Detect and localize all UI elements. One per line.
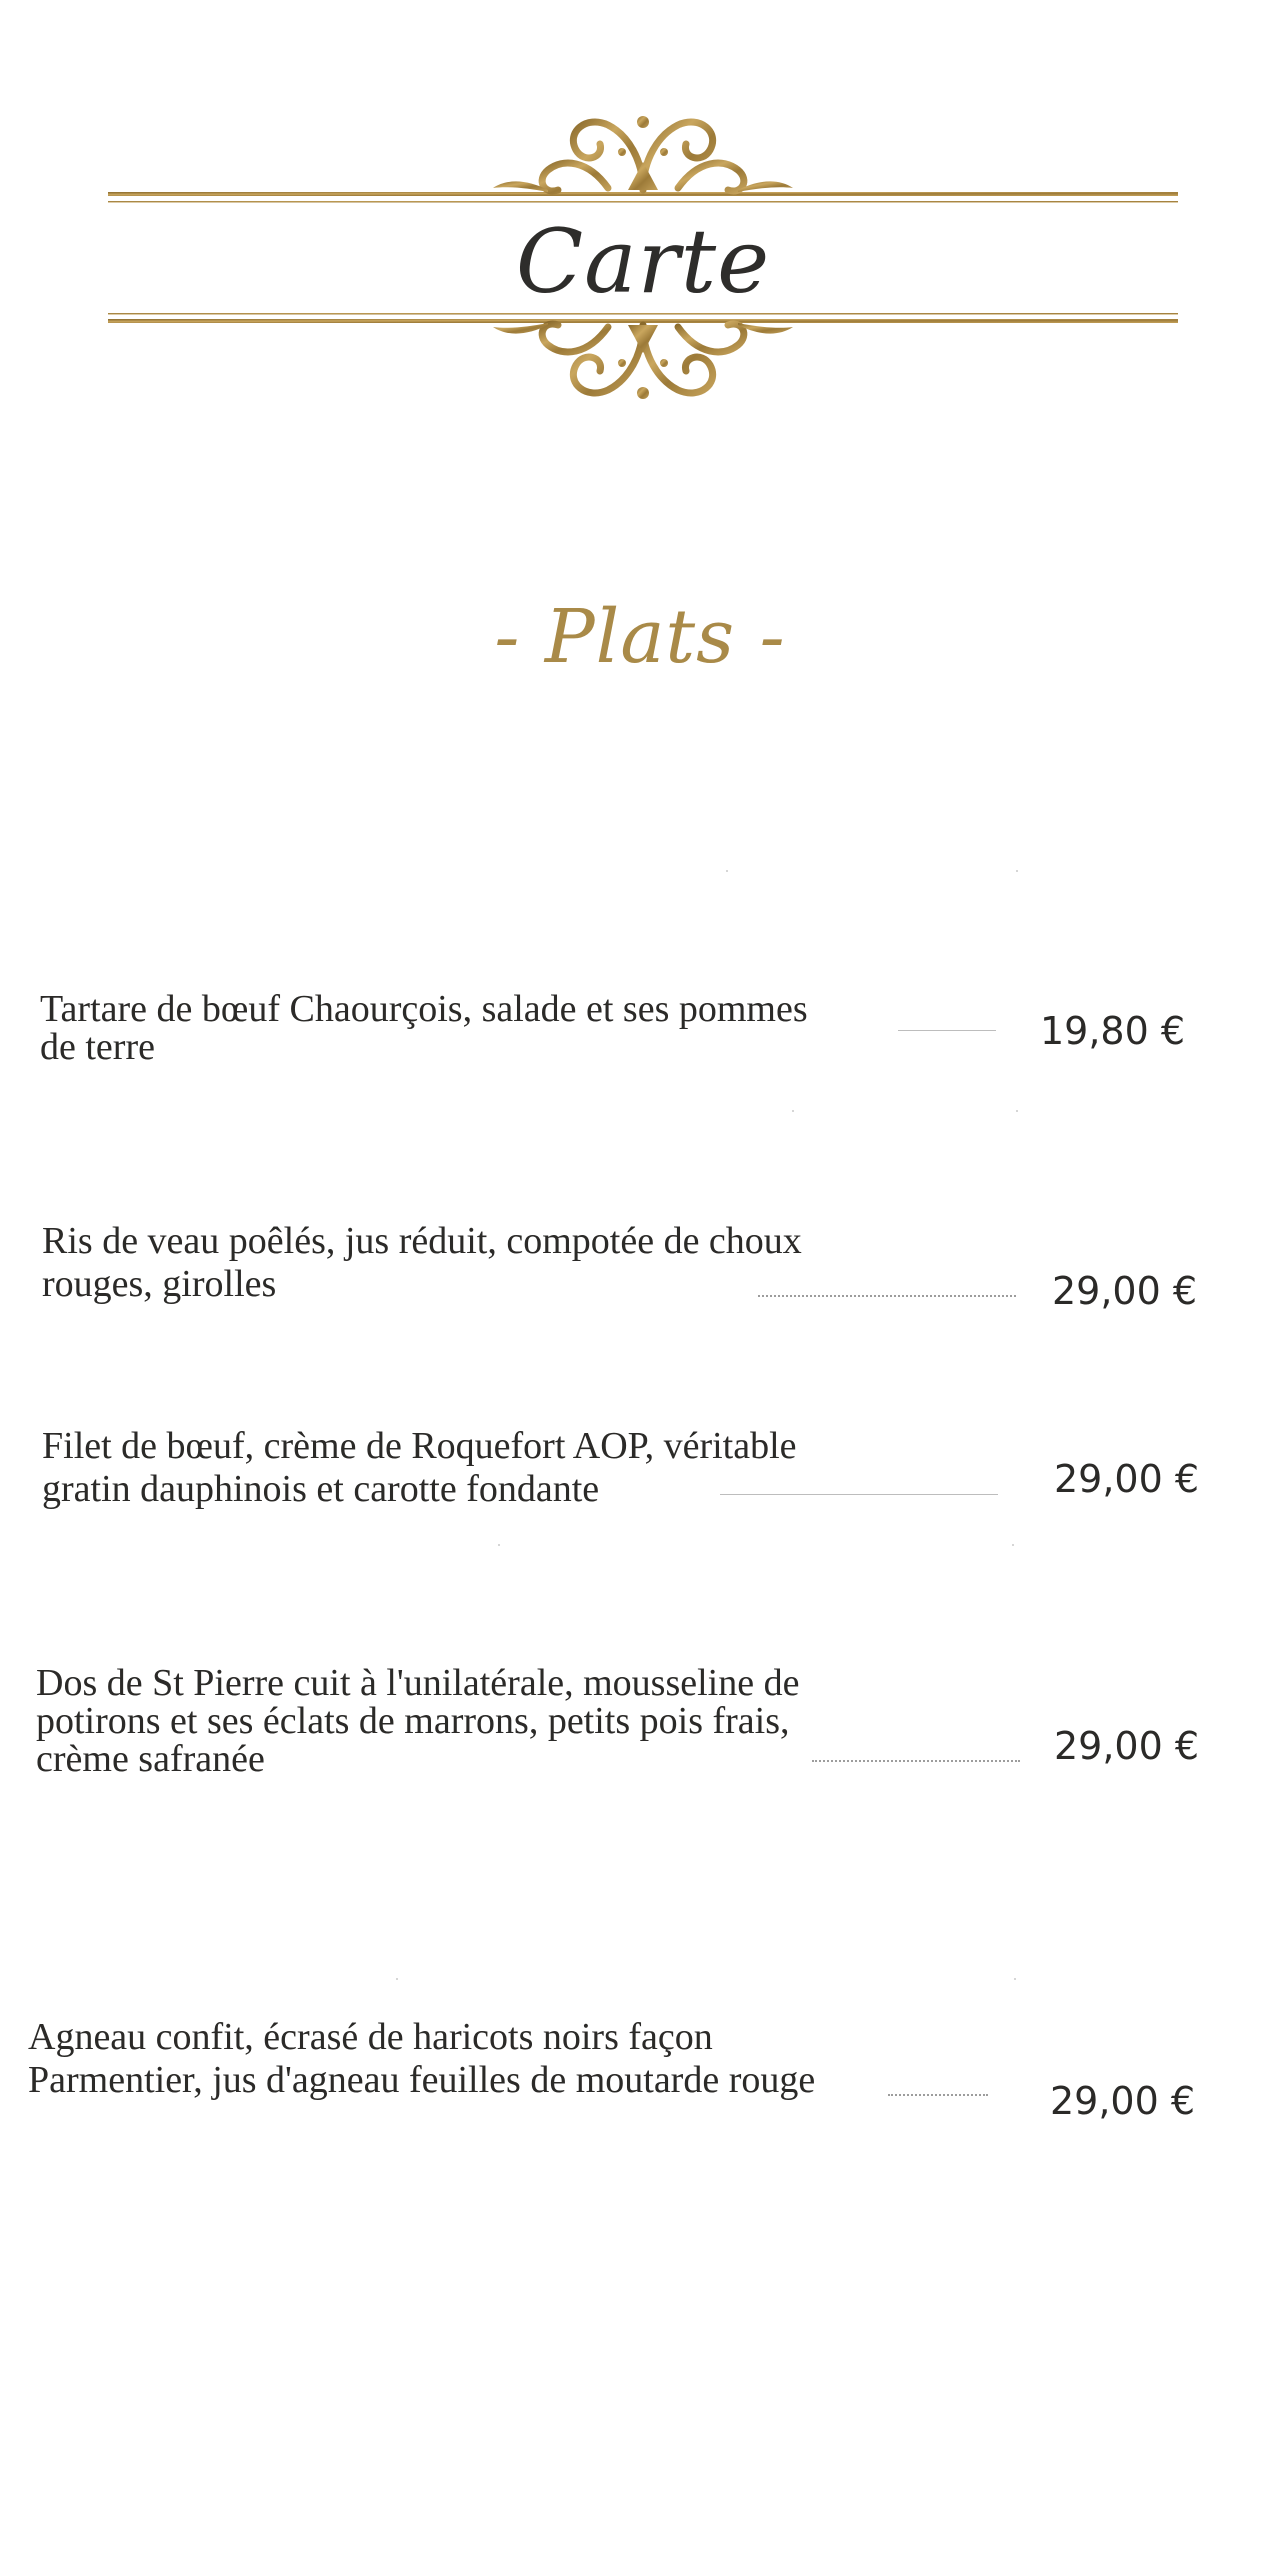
- price-leader: [812, 1760, 1020, 1762]
- dish-price: 29,00 €: [1050, 2079, 1196, 2123]
- speck-dot: [726, 870, 728, 872]
- section-title: - Plats -: [494, 594, 786, 680]
- dish-price: 29,00 €: [1052, 1269, 1198, 1313]
- dish-price: 29,00 €: [1054, 1457, 1200, 1501]
- price-leader: [898, 1030, 996, 1031]
- speck-dot: [396, 1978, 398, 1980]
- price-leader: [720, 1494, 998, 1495]
- speck-dot: [1016, 870, 1018, 872]
- speck-dot: [1014, 1978, 1016, 1980]
- dish-name: Dos de St Pierre cuit à l'unilatérale, mousseline de potirons et ses éclats de marrons, petits pois frais, crème safranée: [36, 1662, 800, 1780]
- speck-dot: [498, 1544, 500, 1546]
- dish-name: Agneau confit, écrasé de haricots noirs façon Parmentier, jus d'agneau feuilles de moutarde rouge: [28, 2016, 816, 2101]
- speck-dot: [1012, 1544, 1014, 1546]
- dish-price: 29,00 €: [1054, 1724, 1200, 1768]
- price-leader: [888, 2094, 988, 2096]
- menu-header: [108, 100, 1178, 420]
- menu-title: Carte: [515, 210, 771, 313]
- dish-name: Ris de veau poêlés, jus réduit, compotée de choux rouges, girolles: [42, 1220, 802, 1305]
- speck-dot: [1016, 1110, 1018, 1112]
- speck-dot: [792, 1110, 794, 1112]
- dish-price: 19,80 €: [1040, 1009, 1186, 1053]
- price-leader: [758, 1295, 1016, 1297]
- dish-name: Filet de bœuf, crème de Roquefort AOP, véritable gratin dauphinois et carotte fondante: [42, 1425, 797, 1510]
- dish-name: Tartare de bœuf Chaourçois, salade et ses pommes de terre: [40, 988, 808, 1068]
